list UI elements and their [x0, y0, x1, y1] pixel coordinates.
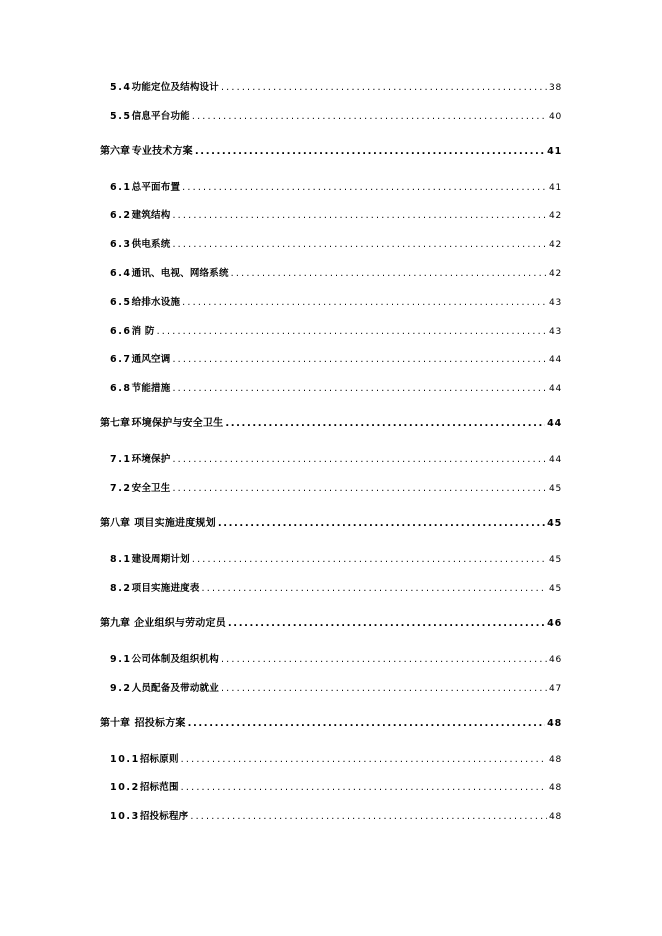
toc-entry-number: 8.1 [110, 554, 132, 565]
toc-entry-title: 通风空调 [131, 354, 171, 365]
toc-entry-6-5[interactable] [110, 296, 562, 310]
toc-entry-page: 43 [548, 327, 562, 337]
toc-entry-10-1[interactable] [110, 753, 562, 767]
toc-entry-number: 10.2 [110, 782, 140, 793]
toc-leader-dots [192, 110, 547, 124]
toc-entry-title: 消 防 [131, 326, 155, 337]
toc-chapter-title: 企业组织与劳动定员 [134, 618, 226, 629]
toc-entry-title: 建筑结构 [131, 210, 171, 221]
toc-entry-number: 10.1 [110, 754, 140, 765]
toc-entry-9-1[interactable] [110, 653, 562, 667]
toc-entry-8-1[interactable] [110, 553, 562, 567]
toc-leader-dots [221, 682, 547, 696]
toc-entry-page: 40 [548, 112, 562, 122]
toc-entry-number: 6.8 [110, 383, 132, 394]
toc-chapter-number: 第六章 [100, 146, 130, 157]
toc-entry-6-1[interactable] [110, 181, 562, 195]
toc-entry-title: 通讯、电视、网络系统 [131, 268, 229, 279]
toc-leader-dots [221, 81, 547, 95]
toc-entry-title: 建设周期计划 [131, 554, 190, 565]
toc-entry-7-2[interactable] [110, 482, 562, 496]
toc-entry-5-4[interactable] [110, 81, 562, 95]
toc-chapter-8[interactable] [100, 517, 562, 531]
toc-chapter-title: 项目实施进度规划 [134, 518, 216, 529]
toc-leader-dots [221, 653, 547, 667]
toc-entry-number: 6.6 [110, 326, 132, 337]
toc-leader-dots [182, 296, 547, 310]
toc-entry-title: 功能定位及结构设计 [131, 82, 219, 93]
toc-entry-title: 人员配备及带动就业 [131, 683, 219, 694]
toc-chapter-page: 46 [547, 618, 562, 629]
toc-entry-page: 48 [548, 812, 562, 822]
toc-leader-dots [181, 753, 547, 767]
toc-entry-title: 环境保护 [131, 454, 171, 465]
toc-chapter-number: 第八章 [100, 518, 130, 529]
toc-entry-page: 42 [548, 240, 562, 250]
toc-entry-page: 44 [548, 384, 562, 394]
toc-entry-number: 8.2 [110, 583, 132, 594]
toc-chapter-title: 专业技术方案 [131, 146, 193, 157]
toc-leader-dots [228, 617, 545, 631]
toc-entry-number: 6.1 [110, 182, 132, 193]
toc-entry-6-2[interactable] [110, 209, 562, 223]
toc-entry-page: 42 [548, 269, 562, 279]
toc-entry-title: 总平面布置 [131, 182, 181, 193]
toc-chapter-page: 45 [547, 518, 562, 529]
toc-entry-number: 10.3 [110, 811, 140, 822]
toc-leader-dots [225, 417, 545, 431]
toc-chapter-page: 44 [547, 418, 562, 429]
toc-entry-number: 7.2 [110, 483, 132, 494]
toc-chapter-6[interactable] [100, 145, 562, 159]
toc-entry-8-2[interactable] [110, 582, 562, 596]
toc-chapter-page: 48 [547, 718, 562, 729]
toc-entry-page: 47 [548, 684, 562, 694]
toc-leader-dots [172, 453, 546, 467]
toc-leader-dots [192, 553, 547, 567]
toc-entry-page: 48 [548, 783, 562, 793]
toc-entry-title: 招标原则 [139, 754, 179, 765]
toc-leader-dots [231, 267, 547, 281]
toc-leader-dots [195, 145, 545, 159]
toc-entry-10-2[interactable] [110, 781, 562, 795]
toc-entry-5-5[interactable] [110, 110, 562, 124]
toc-leader-dots [190, 810, 547, 824]
toc-entry-page: 45 [548, 584, 562, 594]
toc-leader-dots [202, 582, 547, 596]
toc-entry-6-3[interactable] [110, 238, 562, 252]
toc-leader-dots [157, 325, 547, 339]
toc-entry-7-1[interactable] [110, 453, 562, 467]
toc-chapter-title: 招投标方案 [134, 718, 186, 729]
toc-leader-dots [181, 781, 547, 795]
toc-entry-9-2[interactable] [110, 682, 562, 696]
toc-entry-6-6[interactable] [110, 325, 562, 339]
toc-leader-dots [172, 238, 546, 252]
toc-entry-page: 48 [548, 755, 562, 765]
toc-entry-number: 9.1 [110, 654, 132, 665]
toc-entry-6-8[interactable] [110, 382, 562, 396]
toc-leader-dots [188, 717, 546, 731]
toc-entry-page: 41 [548, 183, 562, 193]
toc-entry-title: 招投标程序 [139, 811, 189, 822]
toc-entry-6-4[interactable] [110, 267, 562, 281]
toc-leader-dots [182, 181, 547, 195]
toc-entry-page: 45 [548, 484, 562, 494]
toc-entry-number: 6.2 [110, 210, 132, 221]
toc-leader-dots [172, 209, 546, 223]
toc-entry-title: 招标范围 [139, 782, 179, 793]
toc-entry-number: 6.4 [110, 268, 132, 279]
toc-entry-number: 5.4 [110, 82, 132, 93]
toc-entry-number: 5.5 [110, 111, 132, 122]
toc-entry-title: 安全卫生 [131, 483, 171, 494]
toc-entry-number: 7.1 [110, 454, 132, 465]
toc-entry-page: 43 [548, 298, 562, 308]
toc-entry-title: 供电系统 [131, 239, 171, 250]
toc-chapter-10[interactable] [100, 717, 562, 731]
toc-chapter-title: 环境保护与安全卫生 [131, 418, 224, 429]
toc-chapter-page: 41 [547, 146, 562, 157]
toc-chapter-9[interactable] [100, 617, 562, 631]
toc-entry-10-3[interactable] [110, 810, 562, 824]
toc-entry-page: 44 [548, 355, 562, 365]
toc-leader-dots [172, 382, 546, 396]
toc-chapter-number: 第九章 [100, 618, 130, 629]
toc-chapter-7[interactable] [100, 417, 562, 431]
toc-entry-page: 42 [548, 211, 562, 221]
toc-entry-page: 46 [548, 655, 562, 665]
toc-entry-6-7[interactable] [110, 353, 562, 367]
toc-chapter-number: 第十章 [100, 718, 130, 729]
toc-entry-number: 6.3 [110, 239, 132, 250]
toc-entry-number: 6.7 [110, 354, 132, 365]
toc-entry-title: 公司体制及组织机构 [131, 654, 219, 665]
toc-entry-page: 38 [548, 83, 562, 93]
toc-entry-page: 45 [548, 555, 562, 565]
toc-entry-title: 信息平台功能 [131, 111, 190, 122]
toc-entry-title: 给排水设施 [131, 297, 181, 308]
toc-leader-dots [218, 517, 545, 531]
toc-entry-page: 44 [548, 455, 562, 465]
toc-leader-dots [172, 353, 546, 367]
toc-chapter-number: 第七章 [100, 418, 130, 429]
toc-entry-number: 6.5 [110, 297, 132, 308]
toc-leader-dots [172, 482, 546, 496]
toc-entry-number: 9.2 [110, 683, 132, 694]
toc-entry-title: 节能措施 [131, 383, 171, 394]
toc-entry-title: 项目实施进度表 [131, 583, 200, 594]
